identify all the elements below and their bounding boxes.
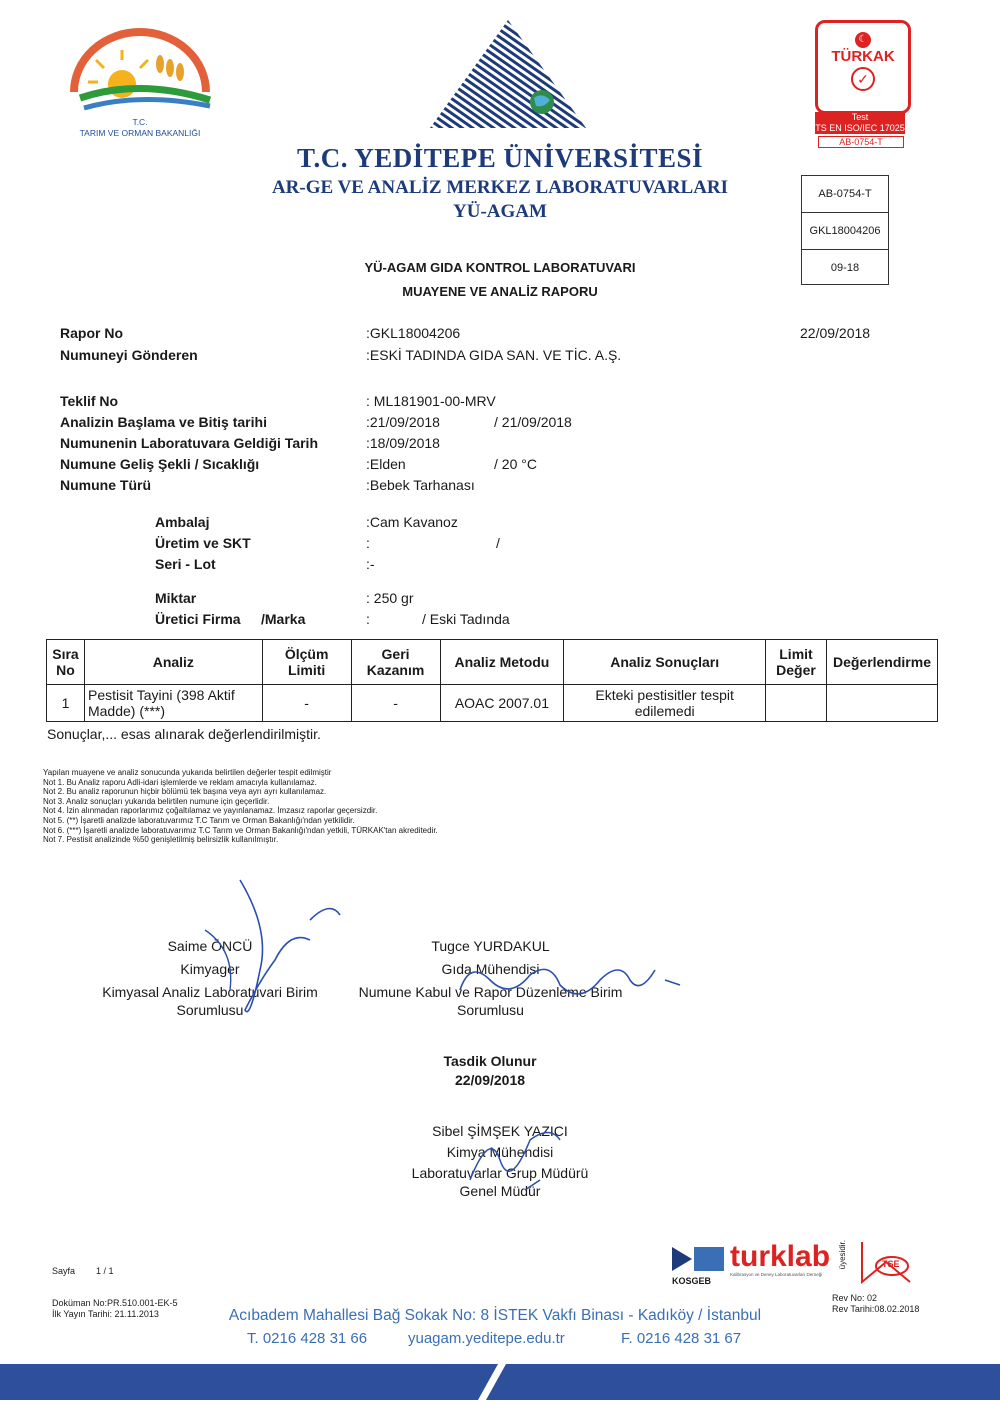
cell-geri: -	[351, 685, 440, 722]
footer-tel: T. 0216 428 31 66	[247, 1330, 368, 1347]
director-role2: Genel Müdür	[459, 1183, 541, 1199]
sig-right-title: Gıda Mühendisi	[441, 961, 540, 977]
cell-olcum: -	[262, 685, 351, 722]
note-line: Not 5. (**) İşaretli analizde laboratuvarımız T.C Tarım ve Orman Bakanlığı'ndan yetkilidir.	[43, 815, 355, 825]
footer-web[interactable]: yuagam.yeditepe.edu.tr	[408, 1330, 565, 1347]
teklif-value: : ML181901-00-MRV	[366, 393, 496, 409]
kosgeb-logo	[672, 1247, 724, 1286]
rapor-no-value: :GKL18004206	[366, 325, 461, 341]
rev-date: Rev Tarihi:08.02.2018	[832, 1304, 920, 1314]
notes-block	[43, 768, 438, 845]
firma-label: Üretici Firma	[155, 611, 241, 627]
sun-wheat-icon	[60, 20, 220, 120]
code-report: GKL18004206	[802, 213, 888, 250]
col-sonuc: Analiz Sonuçları	[564, 640, 766, 685]
sicaklik-value: / 20 °C	[494, 456, 537, 472]
table-header-row	[47, 640, 938, 685]
gelis-value: :Elden	[366, 456, 406, 472]
center-short: YÜ-AGAM	[453, 201, 547, 222]
footer-slash-icon	[0, 1364, 1000, 1400]
yeditepe-logo	[428, 18, 588, 130]
code-accreditation: AB-0754-T	[802, 176, 888, 213]
doc-no: Doküman No:PR.510.001-EK-5	[52, 1298, 178, 1308]
tur-value: :Bebek Tarhanası	[366, 477, 475, 493]
firma-value: :	[366, 611, 370, 627]
ministry-name: TARIM VE ORMAN BAKANLIĞI	[79, 128, 201, 138]
marka-value: / Eski Tadında	[422, 611, 510, 627]
tse-logo	[860, 1240, 912, 1284]
uretim-slash: /	[496, 535, 500, 551]
university-title: T.C. YEDİTEPE ÜNİVERSİTESİ	[296, 143, 704, 173]
kosgeb-text: KOSGEB	[672, 1276, 712, 1286]
seri-label: Seri - Lot	[155, 556, 216, 572]
turkak-code: AB-0754-T	[818, 136, 904, 148]
miktar-label: Miktar	[155, 590, 197, 606]
gelis-label: Numune Geliş Şekli / Sıcaklığı	[60, 456, 260, 472]
tur-label: Numune Türü	[60, 477, 151, 493]
marka-label: /Marka	[261, 611, 306, 627]
turklab-logo	[730, 1242, 840, 1277]
analiz-tarih-start: :21/09/2018	[366, 414, 440, 430]
kosgeb-icon	[672, 1247, 724, 1271]
report-title: MUAYENE VE ANALİZ RAPORU	[402, 284, 598, 299]
col-geri: Geri Kazanım	[351, 640, 440, 685]
turkak-standard: TS EN ISO/IEC 17025	[815, 123, 905, 133]
gonderen-label: Numuneyi Gönderen	[60, 347, 198, 363]
uyesidir-text: üyesidir.	[838, 1240, 847, 1270]
rev-no: Rev No: 02	[832, 1293, 878, 1303]
crescent-star-icon: ☾	[818, 29, 908, 48]
note-line: Not 7. Pestisit analizinde %50 genişletilmiş belirsizlik kullanılmıştır.	[43, 835, 279, 845]
sig-left-unit: Kimyasal Analiz Laboratuvari Birim	[102, 984, 318, 1000]
turkak-name: TÜRKAK	[831, 48, 895, 65]
cell-metod: AOAC 2007.01	[440, 685, 564, 722]
director-name: Sibel ŞİMŞEK YAZICI	[432, 1123, 568, 1139]
note-line: Not 1. Bu Analiz raporu Adli-idari işlemlerde ve reklam amacıyla kullanılamaz.	[43, 777, 317, 787]
tse-text: TSE	[882, 1259, 900, 1269]
col-olcum: Ölçüm Limiti	[262, 640, 351, 685]
ambalaj-value: :Cam Kavanoz	[366, 514, 458, 530]
note-line: Not 3. Analiz sonuçları yukarıda belirtilen numune için geçerlidir.	[43, 796, 270, 806]
signature-scribble-director	[440, 1120, 570, 1200]
geldigi-label: Numunenin Laboratuvara Geldiği Tarih	[60, 435, 318, 451]
col-sira: Sıra No	[47, 640, 85, 685]
signature-scribble-left	[190, 870, 350, 1030]
turkak-label	[815, 112, 905, 134]
approve-date: 22/09/2018	[454, 1072, 526, 1088]
ambalaj-label: Ambalaj	[155, 514, 210, 530]
table-row	[47, 685, 938, 722]
geldigi-value: :18/09/2018	[366, 435, 440, 451]
approve-title: Tasdik Olunur	[443, 1053, 537, 1069]
note-line: Not 4. İzin alınmadan raporlarımız çoğaltılamaz ve yayınlanamaz. İmzasız raporlar geçersizdir.	[43, 806, 378, 816]
director-title: Kimya Mühendisi	[446, 1144, 554, 1160]
lab-title: YÜ-AGAM GIDA KONTROL LABORATUVARI	[364, 260, 636, 275]
teklif-label: Teklif No	[60, 393, 119, 409]
note-line: Yapılan muayene ve analiz sonucunda yukarıda belirtilen değerler tespit edilmiştir	[43, 768, 332, 777]
mountain-globe-icon	[428, 18, 588, 130]
turklab-text: turklab	[730, 1240, 831, 1273]
footer-band	[0, 1364, 1000, 1400]
col-metod: Analiz Metodu	[440, 640, 564, 685]
sig-left-role: Sorumlusu	[176, 1002, 244, 1018]
checkmark-icon: ✓	[818, 67, 908, 91]
footer-address: Acıbadem Mahallesi Bağ Sokak No: 8 İSTEK Vakfı Binası - Kadıköy / İstanbul	[228, 1307, 762, 1324]
turkak-test: Test	[851, 112, 869, 122]
analiz-tarih-label: Analizin Başlama ve Bitiş tarihi	[60, 414, 267, 430]
sig-left-title: Kimyager	[180, 961, 240, 977]
sig-right-unit: Numune Kabul ve Rapor Düzenleme Birim	[358, 984, 623, 1000]
cell-degerlendirme	[826, 685, 937, 722]
footer-fax: F. 0216 428 31 67	[621, 1330, 742, 1347]
uretim-value: :	[366, 535, 370, 551]
col-limit: Limit Değer	[766, 640, 827, 685]
rapor-date: 22/09/2018	[800, 325, 871, 341]
sig-left-name: Saime ÖNCÜ	[167, 938, 253, 954]
uretim-label: Üretim ve SKT	[155, 535, 251, 551]
ministry-logo	[60, 20, 220, 120]
analiz-tarih-end: / 21/09/2018	[494, 414, 572, 430]
director-role: Laboratuvarlar Grup Müdürü	[411, 1165, 589, 1181]
ministry-tc: T.C.	[132, 117, 148, 127]
cell-sonuc: Ekteki pestisitler tespit edilemedi	[564, 685, 766, 722]
cell-analiz: Pestisit Tayini (398 Aktif Madde) (***)	[84, 685, 262, 722]
cell-sira: 1	[47, 685, 85, 722]
col-analiz: Analiz	[84, 640, 262, 685]
gonderen-value: :ESKİ TADINDA GIDA SAN. VE TİC. A.Ş.	[366, 347, 622, 363]
cell-limit	[766, 685, 827, 722]
results-table	[46, 639, 938, 722]
rapor-no-label: Rapor No	[60, 325, 123, 341]
result-statement: Sonuçlar,... esas alınarak değerlendirilmiştir.	[47, 726, 321, 742]
turkak-logo	[815, 20, 911, 114]
turklab-subtext: Kalibrasyon ve Deney Laboratuvarları Derneği	[730, 1272, 823, 1277]
sig-right-role: Sorumlusu	[457, 1002, 524, 1018]
center-title: AR-GE VE ANALİZ MERKEZ LABORATUVARLARI	[271, 177, 729, 198]
page-label: Sayfa	[52, 1266, 76, 1276]
miktar-value: : 250 gr	[366, 590, 414, 606]
page-value: 1 / 1	[96, 1266, 114, 1276]
code-period: 09-18	[830, 262, 860, 274]
note-line: Not 6. (***) İşaretli analizde laboratuvarımız T.C Tarım ve Orman Bakanlığı'ndan yetkili, TÜRKAK'tan akreditedir.	[43, 825, 438, 835]
seri-value: :-	[366, 556, 375, 572]
note-line: Not 2. Bu analiz raporunun hiçbir bölümü tek başına veya ayrı ayrı kullanılamaz.	[43, 787, 327, 797]
signature-scribble-right	[450, 950, 690, 1020]
first-publish: İlk Yayın Tarihi: 21.11.2013	[52, 1309, 159, 1319]
sig-right-name: Tugce YURDAKUL	[431, 938, 550, 954]
col-degerlendirme: Değerlendirme	[826, 640, 937, 685]
